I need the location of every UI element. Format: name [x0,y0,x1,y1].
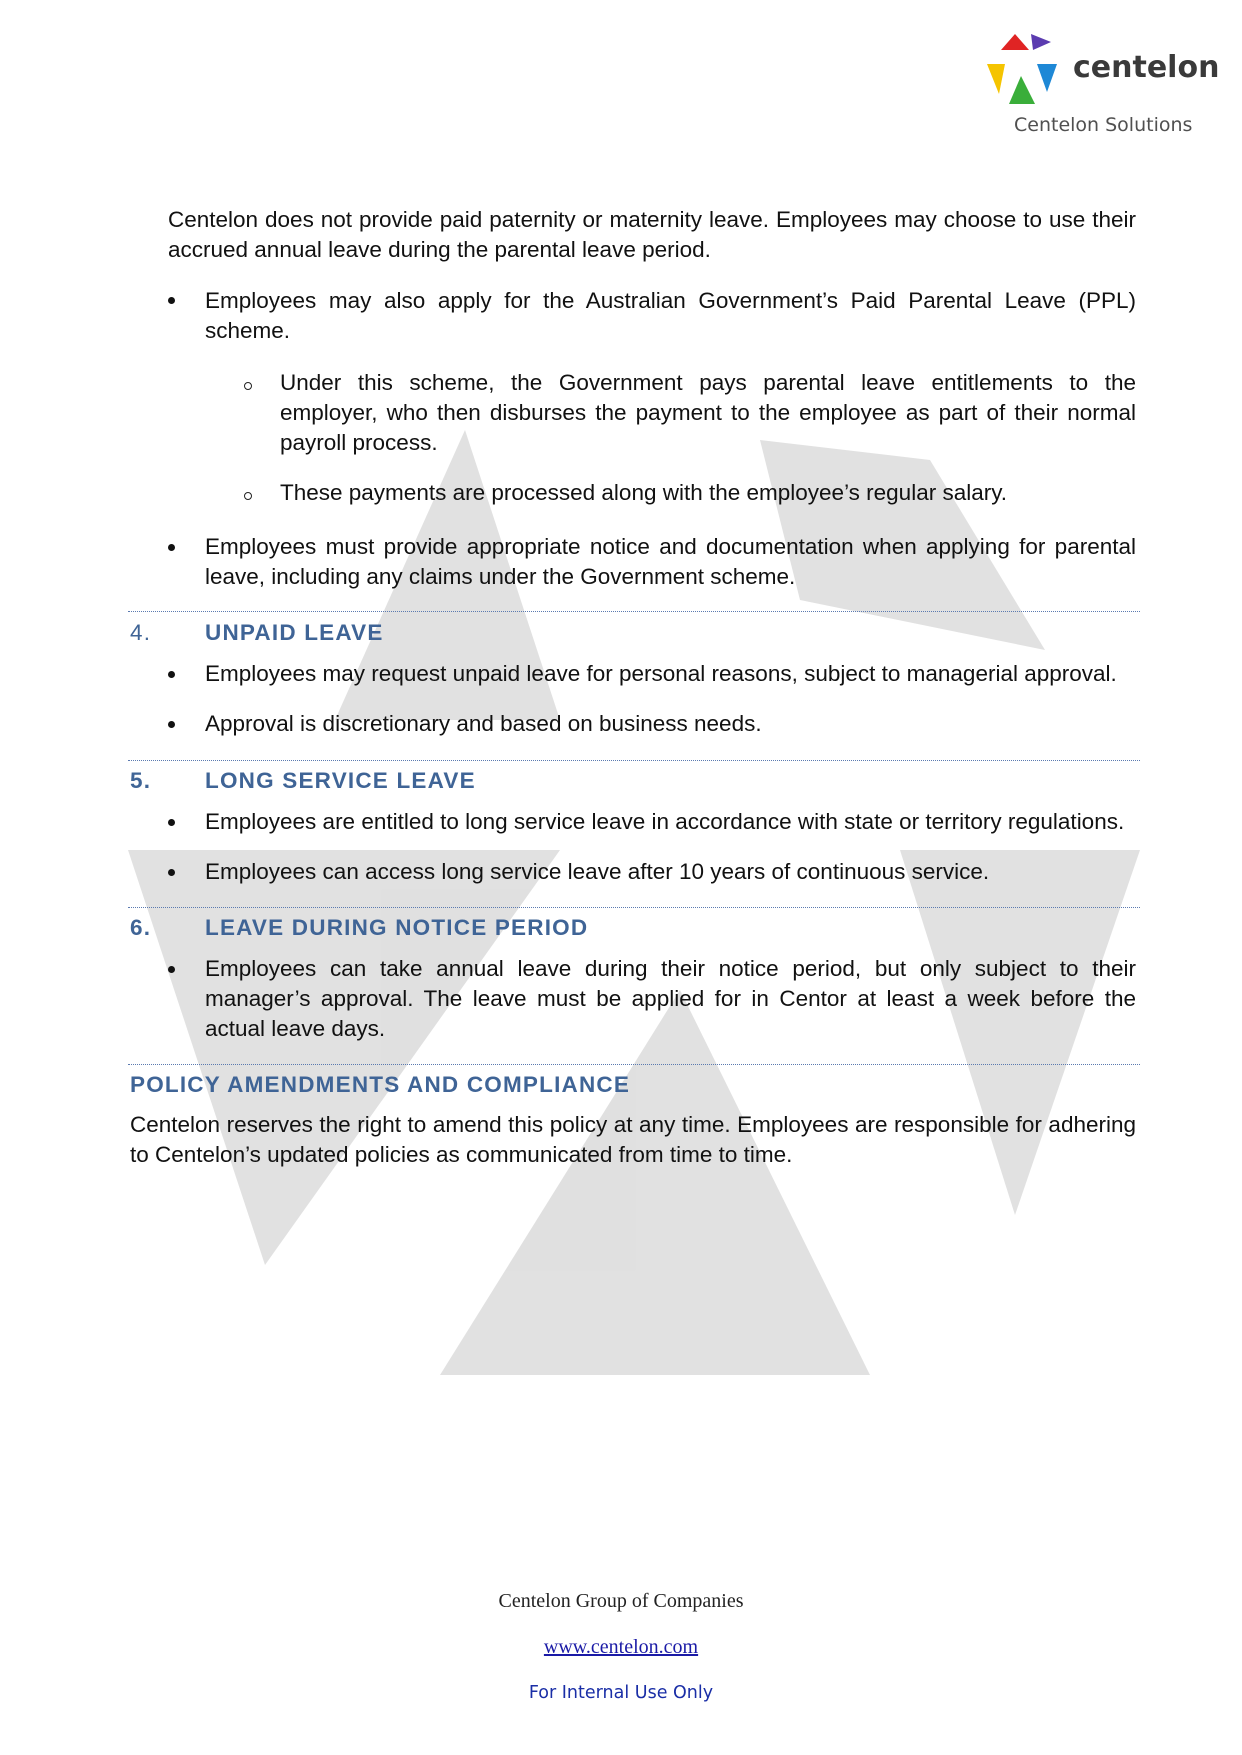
list-item-notice: Employees must provide appropriate notice and documentation when applying for parental leave, including any claims under the Government scheme. [205,534,1136,589]
bullet-icon [168,966,175,973]
bullet-icon [168,544,175,551]
bullet-icon [168,671,175,678]
list-item-ppl-scheme: Under this scheme, the Government pays parental leave entitlements to the employer, who then disburses the payment to the employee as part of their normal payroll process. [280,370,1136,455]
section-divider [128,611,1140,612]
section-number: 5. [130,768,152,793]
list-item: Employees are entitled to long service leave in accordance with state or territory regulations. [205,809,1125,834]
watermark-triangle-left [128,850,560,1265]
company-logo [985,30,1225,150]
list-item: Employees may request unpaid leave for personal reasons, subject to managerial approval. [205,661,1117,686]
footer-company: Centelon Group of Companies [498,1590,744,1612]
list-item-ppl-payments: These payments are processed along with the employee’s regular salary. [280,480,1008,505]
watermark-triangle-center [440,990,870,1375]
logo-mark-icon [985,30,1065,110]
logo-wordmark: centelon [1073,50,1220,85]
section-title-leave-during-notice: LEAVE DURING NOTICE PERIOD [205,915,589,940]
list-item: Approval is discretionary and based on business needs. [205,711,762,736]
section-number: 4. [130,620,152,645]
bullet-icon [168,297,175,304]
bullet-icon [168,721,175,728]
footer-website-link[interactable]: www.centelon.com [543,1636,699,1658]
bullet-icon [168,869,175,876]
section-title-unpaid-leave: UNPAID LEAVE [205,620,384,645]
amendments-paragraph: Centelon reserves the right to amend this policy at any time. Employees are responsible for adhering to Centelon’s updated policies as communicated from time to time. [130,1112,1136,1167]
logo-subtitle: Centelon Solutions [1014,114,1193,136]
list-item: Employees can take annual leave during their notice period, but only subject to their manager’s approval. The leave must be applied for in Centor at least a week before the actual leave days. [205,956,1136,1041]
section-divider [128,760,1140,761]
sub-bullet-icon [244,492,252,500]
bullet-icon [168,819,175,826]
section-divider [128,907,1140,908]
intro-paragraph: Centelon does not provide paid paternity or maternity leave. Employees may choose to use their accrued annual leave during the parental leave period. [168,207,1136,262]
sub-bullet-icon [244,382,252,390]
section-title-amendments: POLICY AMENDMENTS AND COMPLIANCE [130,1072,631,1097]
section-divider [128,1064,1140,1065]
list-item: Employees can access long service leave after 10 years of continuous service. [205,859,990,884]
section-number: 6. [130,915,152,940]
footer-internal-notice: For Internal Use Only [528,1683,714,1703]
section-title-long-service-leave: LONG SERVICE LEAVE [205,768,476,793]
list-item-ppl: Employees may also apply for the Australian Government’s Paid Parental Leave (PPL) scheme. [205,288,1136,343]
